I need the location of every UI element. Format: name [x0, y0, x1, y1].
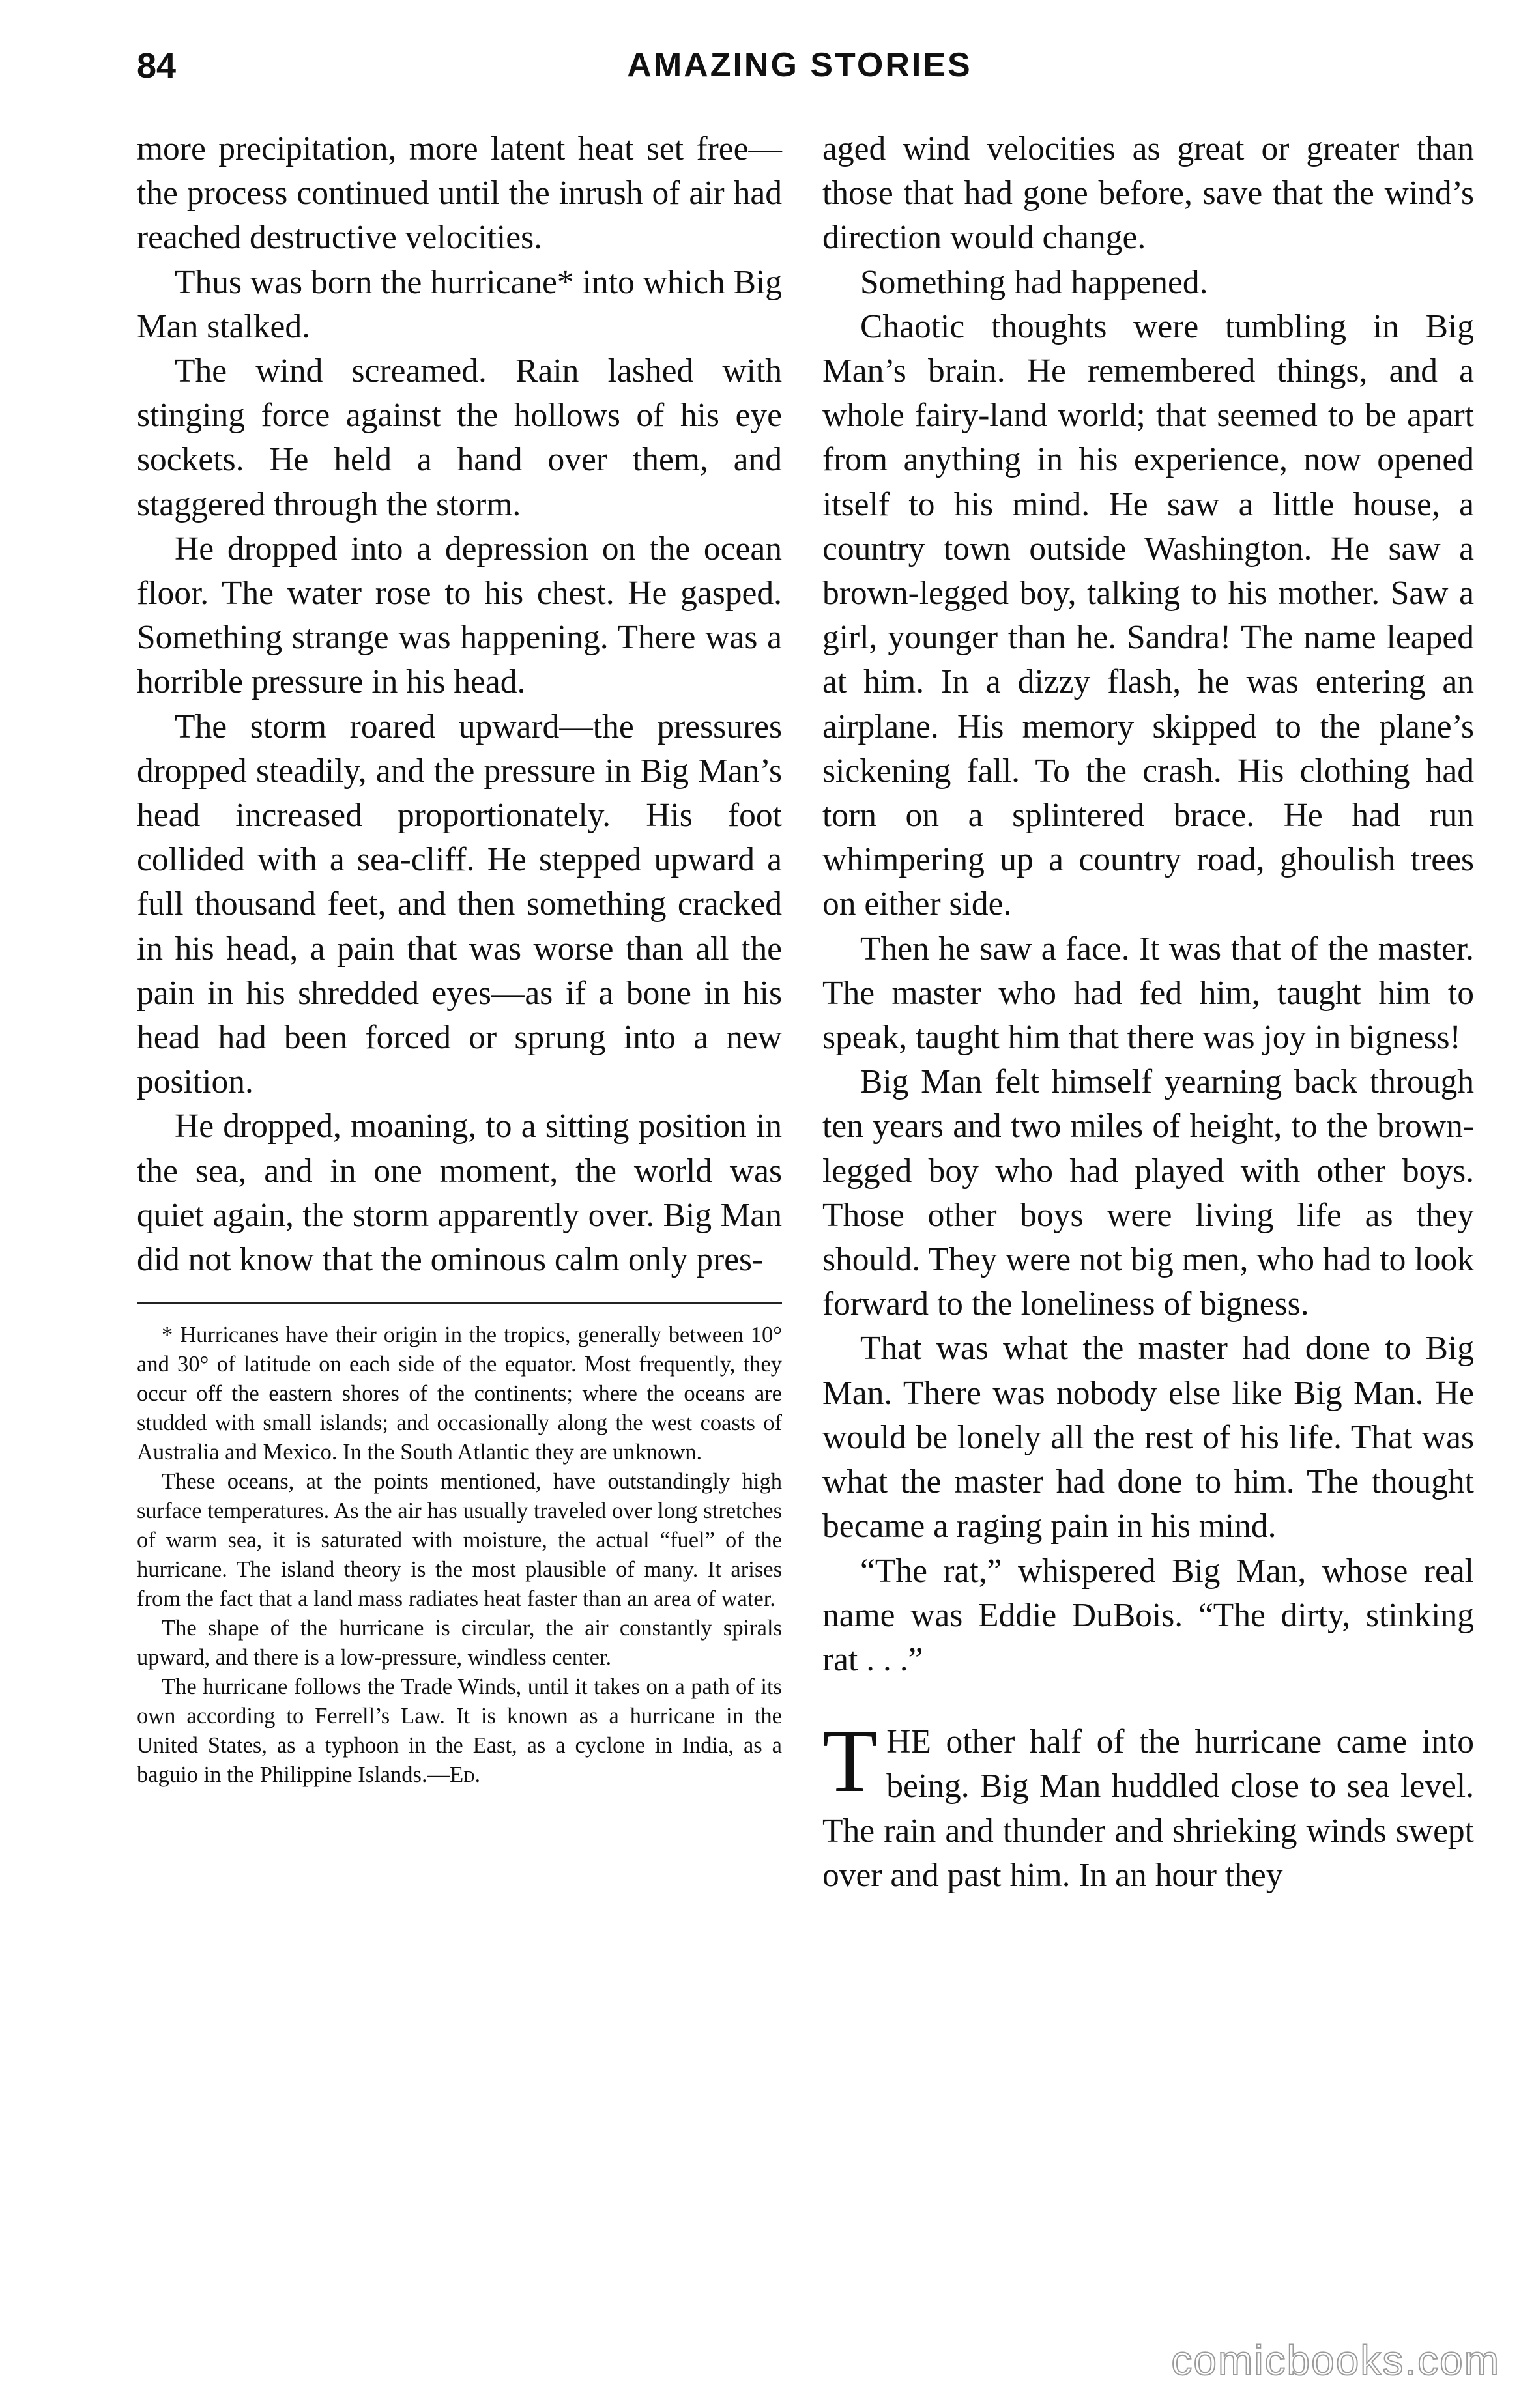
page-number: 84: [137, 46, 177, 85]
section-break: [822, 1682, 1474, 1720]
body-paragraph: Thus was born the hurricane* into which Big Man stalked.: [137, 263, 782, 345]
body-paragraph: He dropped into a depression on the ocean floor. The water rose to his chest. He gasped. Something strange was happening. There was a horrible pressure in his head.: [137, 530, 782, 701]
body-paragraph: aged wind velocities as great or greater than those that had gone before, save that the wind’s direction would change.: [822, 130, 1474, 257]
footnote-paragraph: These oceans, at the points mentioned, have outstandingly high surface temperatures. As the air has usually traveled over long stretches of warm sea, it is saturated with moisture, the actual “fuel” of the hurricane. The island theory is the most plausible of many. It arises from the fact that a land mass radiates heat faster than an area of water.: [137, 1469, 782, 1612]
footnote-divider: [137, 1302, 782, 1304]
body-paragraph: He dropped, moaning, to a sitting position in the sea, and in one moment, the world was quiet again, the storm apparently over. Big Man did not know that the ominous calm only pres-: [137, 1108, 782, 1279]
page-header: [137, 46, 1462, 98]
body-paragraph: more precipitation, more latent heat set free—the process continued until the inrush of air had reached destructive velocities.: [137, 130, 782, 257]
watermark: comicbooks.com: [1171, 2337, 1500, 2384]
drop-cap: T: [822, 1711, 878, 1811]
body-paragraph: Then he saw a face. It was that of the master. The master who had fed him, taught him to speak, taught him that there was joy in bigness!: [822, 930, 1474, 1057]
body-paragraph: That was what the master had done to Big Man. There was nobody else like Big Man. He would be lonely all the rest of his life. That was what the master had done to him. The thought became a raging pain in his mind.: [822, 1330, 1474, 1545]
section-text: other half of the hurricane came into being. Big Man huddled close to sea level. The rain and thunder and shrieking winds swept over and past him. In an hour they: [822, 1723, 1474, 1894]
body-paragraph: Something had happened.: [860, 263, 1208, 301]
body-paragraph: The storm roared upward—the pressures dropped steadily, and the pressure in Big Man’s head increased proportionately. His foot collided with a sea-cliff. He stepped upward a full thousand feet, and then something cracked in his head, a pain that was worse than all the pain in his shredded eyes—as if a bone in his head had been forced or sprung into a new position.: [137, 708, 782, 1101]
body-paragraph: Chaotic thoughts were tumbling in Big Man’s brain. He remembered things, and a whole fairy-land world; that seemed to be apart from anything in his experience, now opened itself to his mind. He saw a little house, a country town outside Washington. He saw a brown-legged boy, talking to his mother. Saw a girl, younger than he. Sandra! The name leaped at him. In a dizzy flash, he was entering an airplane. His memory skipped to the plane’s sickening fall. To the crash. His clothing had torn on a splintered brace. He had run whimpering up a country road, ghoulish trees on either side.: [822, 308, 1474, 923]
left-column: [137, 127, 782, 1790]
right-column: [822, 127, 1474, 1898]
editor-signature: Ed.: [450, 1762, 481, 1788]
footnote-paragraph: The shape of the hurricane is circular, the air constantly spirals upward, and there is a low-pressure, windless center.: [137, 1616, 782, 1670]
section-opening-paragraph: [822, 1711, 1474, 1898]
running-title: AMAZING STORIES: [627, 46, 972, 84]
footnote-paragraph: [137, 1672, 782, 1790]
section-first-word: HE: [886, 1723, 931, 1761]
footnote: [137, 1321, 782, 1790]
footnote-text: The hurricane follows the Trade Winds, until it takes on a path of its own according to Ferrell’s Law. It is known as a hurricane in the United States, as a typhoon in the East, as a cyclone in India, as a baguio in the Philippine Islands.—: [137, 1674, 782, 1788]
body-paragraph: “The rat,” whispered Big Man, whose real name was Eddie DuBois. “The dirty, stinking rat . . .”: [822, 1552, 1474, 1678]
footnote-paragraph: * Hurricanes have their origin in the tropics, generally between 10° and 30° of latitude on each side of the equator. Most frequently, they occur off the eastern shores of the continents; where the oceans are studded with small islands; and occasionally along the west coasts of Australia and Mexico. In the South Atlantic they are unknown.: [137, 1323, 782, 1465]
body-paragraph: The wind screamed. Rain lashed with stinging force against the hollows of his eye sockets. He held a hand over them, and staggered through the storm.: [137, 352, 782, 523]
body-paragraph: Big Man felt himself yearning back through ten years and two miles of height, to the brown-legged boy who had played with other boys. Those other boys were living life as they should. They were not big men, who had to look forward to the loneliness of bigness.: [822, 1063, 1474, 1323]
